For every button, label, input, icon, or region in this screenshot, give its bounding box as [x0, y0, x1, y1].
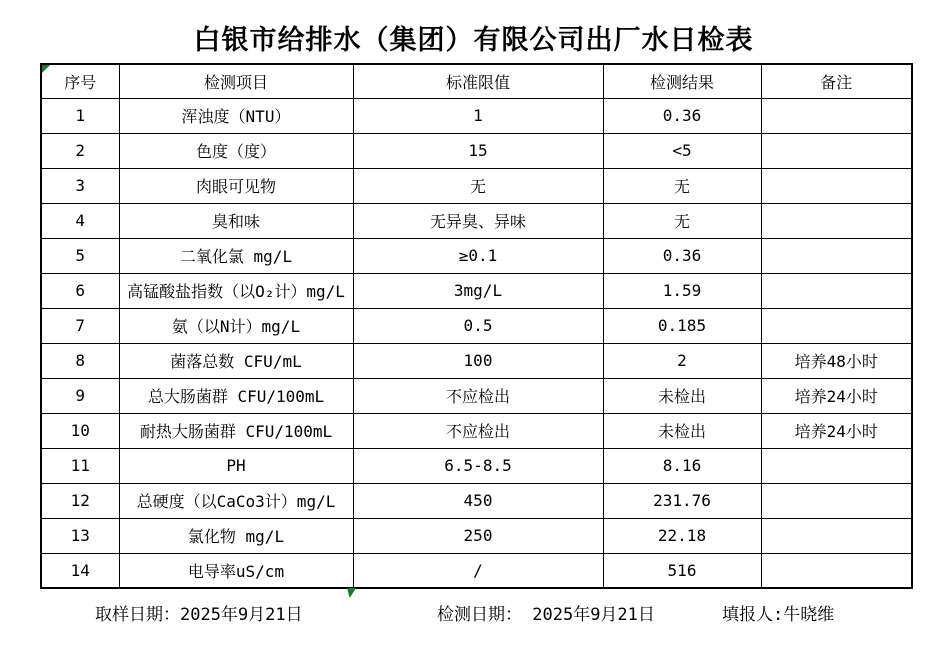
sampling-date-value: 2025年9月21日 [180, 605, 303, 625]
cell-item: 总大肠菌群 CFU/100mL [119, 378, 353, 413]
cell-remark [761, 238, 912, 273]
table-row [41, 448, 912, 483]
cell-result: 516 [603, 553, 761, 588]
cell-limit: 无异臭、异味 [353, 203, 603, 238]
cell-no: 1 [41, 98, 119, 133]
cell-result: 1.59 [603, 273, 761, 308]
table-row [41, 518, 912, 553]
cell-result: 0.36 [603, 98, 761, 133]
testing-date-label: 检测日期： [437, 605, 522, 625]
cell-limit: / [353, 553, 603, 588]
cell-remark [761, 273, 912, 308]
cell-no: 3 [41, 168, 119, 203]
cell-limit: 250 [353, 518, 603, 553]
cell-item: 菌落总数 CFU/mL [119, 343, 353, 378]
cell-no: 5 [41, 238, 119, 273]
reporter-label: 填报人: [722, 605, 784, 625]
cell-remark [761, 518, 912, 553]
cell-remark: 培养24小时 [761, 413, 912, 448]
cell-limit: 1 [353, 98, 603, 133]
cell-result: 未检出 [603, 413, 761, 448]
cell-no: 10 [41, 413, 119, 448]
cell-no: 2 [41, 133, 119, 168]
cell-no: 14 [41, 553, 119, 588]
cell-item: 电导率uS/cm [119, 553, 353, 588]
table-row [41, 413, 912, 448]
header-limit: 标准限值 [353, 64, 603, 98]
sampling-date [95, 600, 303, 625]
cell-item: 色度（度） [119, 133, 353, 168]
cell-result: <5 [603, 133, 761, 168]
page-title: 白银市给排水（集团）有限公司出厂水日检表 [193, 25, 754, 56]
cell-no: 7 [41, 308, 119, 343]
cell-item: PH [119, 448, 353, 483]
cell-item: 耐热大肠菌群 CFU/100mL [119, 413, 353, 448]
sampling-date-label: 取样日期： [95, 605, 180, 625]
cell-limit: 不应检出 [353, 378, 603, 413]
cell-result: 22.18 [603, 518, 761, 553]
header-item: 检测项目 [119, 64, 353, 98]
cell-item: 高锰酸盐指数（以O₂计）mg/L [119, 273, 353, 308]
cell-limit: 100 [353, 343, 603, 378]
cell-remark [761, 483, 912, 518]
cell-limit: ≥0.1 [353, 238, 603, 273]
cell-result: 0.36 [603, 238, 761, 273]
table-body [41, 98, 912, 588]
cell-remark [761, 308, 912, 343]
cell-no: 6 [41, 273, 119, 308]
cell-result: 8.16 [603, 448, 761, 483]
testing-date [437, 600, 655, 625]
cell-remark [761, 448, 912, 483]
cell-result: 2 [603, 343, 761, 378]
cell-item: 氨（以N计）mg/L [119, 308, 353, 343]
table-row [41, 483, 912, 518]
cell-result: 无 [603, 168, 761, 203]
table-row [41, 203, 912, 238]
cell-no: 11 [41, 448, 119, 483]
cell-result: 0.185 [603, 308, 761, 343]
cell-limit: 不应检出 [353, 413, 603, 448]
cell-remark: 培养48小时 [761, 343, 912, 378]
table-row [41, 238, 912, 273]
cell-result: 未检出 [603, 378, 761, 413]
cell-limit: 6.5-8.5 [353, 448, 603, 483]
cell-remark [761, 553, 912, 588]
cell-no: 8 [41, 343, 119, 378]
cell-limit: 3mg/L [353, 273, 603, 308]
cell-remark [761, 133, 912, 168]
header-row [41, 64, 912, 98]
cell-remark: 培养24小时 [761, 378, 912, 413]
cell-limit: 0.5 [353, 308, 603, 343]
header-result: 检测结果 [603, 64, 761, 98]
reporter [722, 600, 834, 625]
table-row [41, 308, 912, 343]
cell-result: 无 [603, 203, 761, 238]
table-row [41, 133, 912, 168]
table-row [41, 378, 912, 413]
testing-date-value: 2025年9月21日 [532, 605, 655, 625]
cell-result: 231.76 [603, 483, 761, 518]
reporter-name: 牛晓维 [783, 605, 835, 625]
cell-item: 总硬度（以CaCo3计）mg/L [119, 483, 353, 518]
table-row [41, 168, 912, 203]
cell-no: 12 [41, 483, 119, 518]
cell-limit: 450 [353, 483, 603, 518]
header-no [41, 64, 119, 98]
footer [0, 600, 947, 625]
cell-no: 4 [41, 203, 119, 238]
cell-error-marker [42, 65, 50, 73]
cell-no: 9 [41, 378, 119, 413]
cell-remark [761, 98, 912, 133]
daily-inspection-table [40, 63, 913, 589]
cell-no: 13 [41, 518, 119, 553]
cell-item: 浑浊度（NTU） [119, 98, 353, 133]
cell-item: 氯化物 mg/L [119, 518, 353, 553]
cell-item: 二氧化氯 mg/L [119, 238, 353, 273]
cell-item: 肉眼可见物 [119, 168, 353, 203]
table-row [41, 343, 912, 378]
header-remark: 备注 [761, 64, 912, 98]
table-row [41, 553, 912, 588]
table-row [41, 273, 912, 308]
cell-item: 臭和味 [119, 203, 353, 238]
cell-remark [761, 168, 912, 203]
cell-limit: 无 [353, 168, 603, 203]
header-no-label: 序号 [64, 72, 97, 92]
cell-limit: 15 [353, 133, 603, 168]
table-row [41, 98, 912, 133]
cell-flag-marker [347, 588, 356, 598]
cell-remark [761, 203, 912, 238]
